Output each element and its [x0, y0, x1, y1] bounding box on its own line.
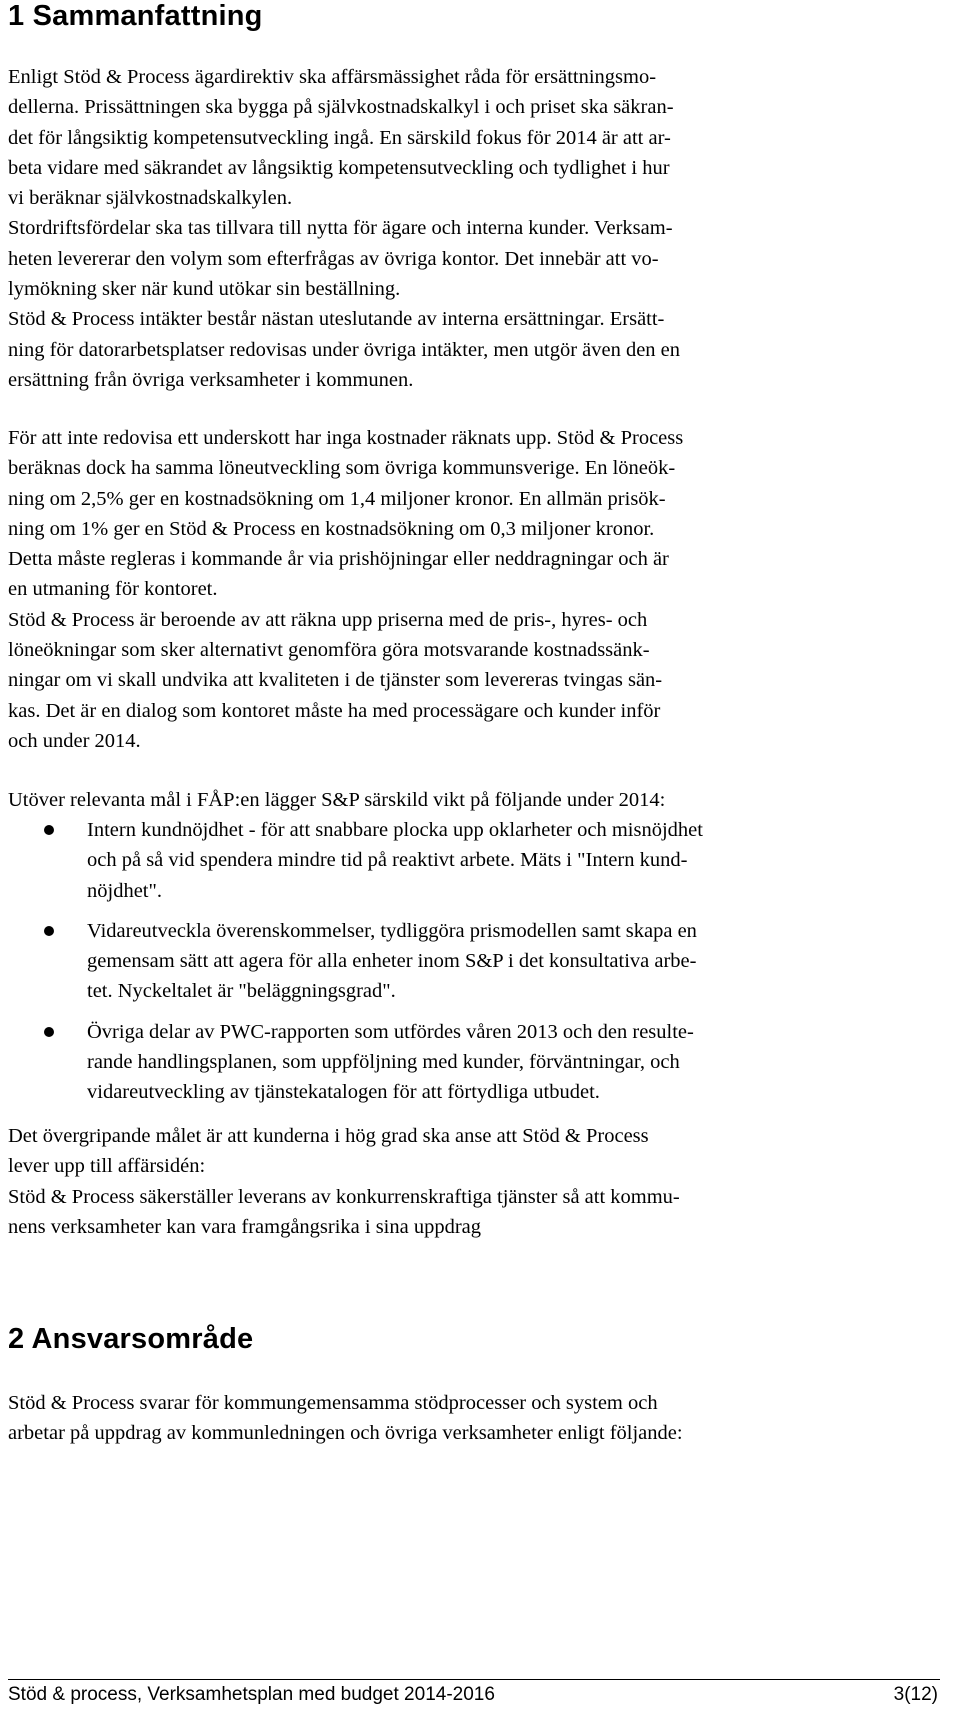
list-item: [8, 815, 946, 906]
text-line: tet. Nyckeltalet är "beläggningsgrad".: [87, 980, 396, 1003]
footer-document-title: Stöd & process, Verksamhetsplan med budget 2014-2016: [8, 1684, 495, 1705]
bullet-icon: [44, 1027, 54, 1037]
text-line: rande handlingsplanen, som uppföljning med kunder, förväntningar, och: [87, 1051, 680, 1074]
text-line: vi beräknar självkostnadskalkylen.: [8, 187, 293, 210]
text-line: lever upp till affärsidén:: [8, 1155, 206, 1178]
text-line: kas. Det är en dialog som kontoret måste ha med processägare och kunder inför: [8, 699, 661, 722]
list-item: [8, 916, 946, 1007]
text-line: ning om 1% ger en Stöd & Process en kostnadsökning om 0,3 miljoner kronor.: [8, 517, 655, 540]
text-line: och på så vid spendera mindre tid på reaktivt arbete. Mäts i "Intern kund-: [87, 849, 688, 872]
text-line: Stöd & Process svarar för kommungemensamma stödprocesser och system och: [8, 1392, 658, 1414]
text-line: och under 2014.: [8, 729, 141, 752]
text-line: dellerna. Prissättningen ska bygga på självkostnadskalkyl i och priset ska säkran-: [8, 96, 674, 119]
text-line: Utöver relevanta mål i FÅP:en lägger S&P särskild vikt på följande under 2014:: [8, 789, 666, 811]
footer-page-number: 3(12): [893, 1684, 938, 1705]
footer-divider: [8, 1679, 940, 1680]
text-line: Intern kundnöjdhet - för att snabbare plocka upp oklarheter och misnöjdhet: [87, 819, 703, 841]
text-line: arbetar på uppdrag av kommunledningen och övriga verksamheter enligt följande:: [8, 1422, 683, 1445]
section-2-heading: 2 Ansvarsområde: [8, 1323, 254, 1355]
text-line: ningar om vi skall undvika att kvaliteten i de tjänster som levereras tvingas sän-: [8, 669, 663, 692]
text-line: ning för datorarbetsplatser redovisas under övriga intäkter, men utgör även den en: [8, 338, 681, 361]
bullet-icon: [44, 926, 54, 936]
text-line: Stordriftsfördelar ska tas tillvara till nytta för ägare och interna kunder. Verksam-: [8, 217, 673, 240]
section-1-paragraph-3: [8, 785, 946, 815]
section-2-paragraph-1: [8, 1388, 946, 1449]
text-line: Stöd & Process säkerställer leverans av konkurrenskraftiga tjänster så att kommu-: [8, 1185, 680, 1208]
text-line: För att inte redovisa ett underskott har inga kostnader räknats upp. Stöd & Process: [8, 427, 684, 449]
section-1-closing: [8, 1121, 946, 1242]
list-item: [8, 1017, 946, 1108]
text-line: ersättning från övriga verksamheter i kommunen.: [8, 368, 414, 391]
text-line: Stöd & Process intäkter består nästan uteslutande av interna ersättningar. Ersätt-: [8, 308, 665, 331]
text-line: ning om 2,5% ger en kostnadsökning om 1,4 miljoner kronor. En allmän prisök-: [8, 487, 666, 510]
section-1-paragraph-1: [8, 62, 946, 395]
text-line: Det övergripande målet är att kunderna i hög grad ska anse att Stöd & Process: [8, 1125, 649, 1147]
text-line: Övriga delar av PWC-rapporten som utfördes våren 2013 och den resulte-: [87, 1020, 694, 1043]
text-line: gemensam sätt att agera för alla enheter inom S&P i det konsultativa arbe-: [87, 950, 697, 973]
priority-list: [8, 815, 946, 1118]
text-line: beräknas dock ha samma löneutveckling som övriga kommunsverige. En löneök-: [8, 457, 676, 480]
text-line: en utmaning för kontoret.: [8, 578, 218, 601]
text-line: lymökning sker när kund utökar sin beställning.: [8, 278, 401, 301]
text-line: nens verksamheter kan vara framgångsrika i sina uppdrag: [8, 1215, 482, 1238]
text-line: beta vidare med säkrandet av långsiktig kompetensutveckling och tydlighet i hur: [8, 156, 670, 179]
bullet-icon: [44, 825, 54, 835]
text-line: Enligt Stöd & Process ägardirektiv ska affärsmässighet råda för ersättningsmo-: [8, 66, 657, 88]
text-line: det för långsiktig kompetensutveckling ingå. En särskild fokus för 2014 är att ar-: [8, 126, 671, 149]
section-1-heading: 1 Sammanfattning: [8, 0, 263, 32]
text-line: Stöd & Process är beroende av att räkna upp priserna med de pris-, hyres- och: [8, 608, 648, 631]
text-line: nöjdhet".: [87, 879, 162, 902]
section-1-paragraph-2: [8, 423, 946, 756]
text-line: Vidareutveckla överenskommelser, tydliggöra prismodellen samt skapa en: [87, 919, 697, 942]
text-line: Detta måste regleras i kommande år via prishöjningar eller neddragningar och är: [8, 548, 669, 571]
text-line: löneökningar som sker alternativt genomföra göra motsvarande kostnadssänk-: [8, 639, 650, 662]
text-line: heten levererar den volym som efterfrågas av övriga kontor. Det innebär att vo-: [8, 247, 659, 270]
text-line: vidareutveckling av tjänstekatalogen för att förtydliga utbudet.: [87, 1081, 600, 1104]
